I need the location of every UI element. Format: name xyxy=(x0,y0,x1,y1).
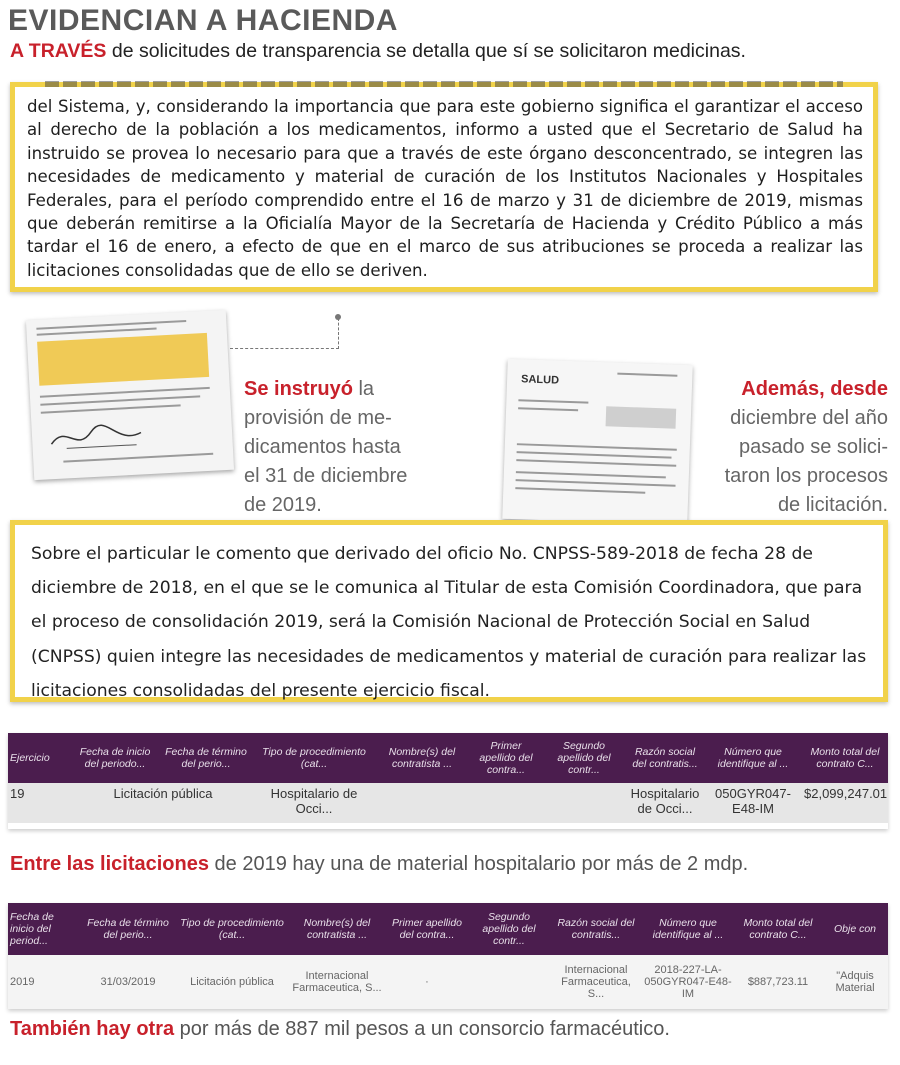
text-line xyxy=(36,320,186,330)
table-1-caption xyxy=(10,853,748,876)
text-line xyxy=(516,471,666,478)
cell-numero: 2018-227-LA-050GYR047-E48-IM xyxy=(644,964,732,1000)
connector-dot xyxy=(335,314,341,320)
text-line xyxy=(517,443,677,451)
text-line xyxy=(516,479,676,487)
column-header: Segundo apellido del contr... xyxy=(557,740,611,776)
cell-nombre: Internacional Farmaceutica, S... xyxy=(292,970,382,994)
cell-monto: $887,723.11 xyxy=(747,976,809,988)
column-header: Monto total del contrato C... xyxy=(810,746,880,770)
cell-empty xyxy=(542,783,626,823)
subheadline-lead: A TRAVÉS xyxy=(10,40,107,62)
cell-tipo: Licitación pública xyxy=(190,976,274,988)
contracts-table-1 xyxy=(8,733,888,829)
subheadline xyxy=(10,40,746,63)
callout-right-text: diciembre del año xyxy=(730,407,888,429)
table-row xyxy=(8,955,888,1009)
column-header: Fecha de inicio del periodo... xyxy=(79,746,151,770)
caption-text: de 2019 hay una de material hospitalario por más de 2 mdp. xyxy=(208,853,749,875)
text-line xyxy=(517,451,672,458)
text-line xyxy=(518,407,578,411)
cell-empty xyxy=(470,783,542,823)
cell-nombre: Hospitalario de Occi... xyxy=(270,786,358,816)
cell-monto: $2,099,247.01 xyxy=(804,786,888,801)
table-2-caption xyxy=(10,1018,670,1041)
column-header: Número que identifique al ... xyxy=(717,746,789,770)
column-header: Nombre(s) del contratista ... xyxy=(303,917,371,941)
document-excerpt-1 xyxy=(10,82,878,292)
text-line xyxy=(63,453,213,463)
column-header: Monto total del contrato C... xyxy=(743,917,813,941)
callout-right-text: pasado se solici- xyxy=(739,436,888,458)
connector-line xyxy=(230,318,339,349)
callout-left-text: provisión de me- xyxy=(244,407,392,429)
highlight-mark xyxy=(37,333,209,386)
text-line xyxy=(41,404,181,413)
callout-right-lead: Además, desde xyxy=(741,378,888,400)
column-header: Fecha de inicio del period... xyxy=(10,911,54,947)
cell-empty xyxy=(468,955,550,1009)
callout-right xyxy=(725,375,888,520)
contracts-table-2 xyxy=(8,903,888,1009)
callout-right-text: de licitación. xyxy=(777,494,888,516)
cell-termino: 31/03/2019 xyxy=(100,976,156,988)
stamp-mark xyxy=(606,406,677,428)
table-header-row xyxy=(8,903,888,955)
callout-right-text: taron los procesos xyxy=(724,465,888,487)
callout-left xyxy=(244,375,407,520)
subheadline-text: de solicitudes de transparencia se detalla que sí se solicitaron medicinas. xyxy=(106,40,746,62)
column-header: Obje con xyxy=(833,923,877,935)
cell-tipo: Licitación pública xyxy=(113,786,213,801)
salud-logo: SALUD xyxy=(520,373,560,387)
callout-left-text: el 31 de diciembre xyxy=(244,465,408,487)
document-excerpt-2-text: Sobre el particular le comento que derivado del oficio No. CNPSS-589-2018 de fecha 28 de diciembre de 2018, en el que se le comunica al Titular de esta Comisión Coordinadora, que para el proceso de consolidación 2019, será la Comisión Nacional de Protección Social en Salud (CNPSS) quien integre las necesidades de medicamentos y material de curación para realizar las licitaciones consolidadas del presente ejercicio fiscal. xyxy=(31,544,867,701)
column-header: Fecha de término del perio... xyxy=(165,746,247,770)
document-excerpt-2 xyxy=(10,520,888,702)
cell-primer: · xyxy=(425,976,429,988)
callout-left-text: de 2019. xyxy=(244,494,322,516)
cell-inicio: 2019 xyxy=(10,976,35,988)
text-line xyxy=(617,373,677,377)
signature-icon xyxy=(45,414,147,455)
column-header: Primer apellido del contra... xyxy=(479,740,533,776)
text-line xyxy=(516,459,676,467)
callout-left-text: dicamentos hasta xyxy=(244,436,401,458)
column-header: Nombre(s) del contratista ... xyxy=(388,746,456,770)
document-excerpt-1-text: del Sistema, y, considerando la importancia que para este gobierno significa el garantizar el acceso al derecho de la población a los medicamentos, informo a usted que el Secretario de Salud ha instruido se provea lo necesario para que a través de este órgano desconcentrado, se integren las necesidades de medicamento y material de curación de los Institutos Nacionales y Hospitales Federales, para el período comprendido entre el 16 de marzo y 31 de diciembre de 2019, mismas que deberán remitirse a la Oficialía Mayor de la Secretaría de Hacienda y Crédito Público a más tardar el 16 de enero, a efecto de que en el marco de sus atribuciones se proceda a realizar las licitaciones consolidadas que de ello se deriven. xyxy=(27,97,863,280)
document-thumbnail-right xyxy=(502,359,692,525)
cell-empty xyxy=(374,783,470,823)
column-header: Razón social del contratis... xyxy=(632,746,698,770)
column-header: Segundo apellido del contr... xyxy=(482,911,536,947)
table-header-row xyxy=(8,733,888,783)
text-line xyxy=(518,399,588,403)
column-header: Tipo de procedimiento (cat... xyxy=(262,746,366,770)
text-line xyxy=(515,487,645,494)
caption-lead: También hay otra xyxy=(10,1018,175,1040)
cell-numero: 050GYR047-E48-IM xyxy=(715,786,791,816)
headline: EVIDENCIAN A HACIENDA xyxy=(8,4,398,37)
caption-lead: Entre las licitaciones xyxy=(10,853,209,875)
column-header: Primer apellido del contra... xyxy=(391,917,463,941)
cell-razon: Internacional Farmaceutica, S... xyxy=(561,964,631,1000)
cell-objeto: "Adquis Material xyxy=(835,970,875,994)
cell-ejercicio: 19 xyxy=(10,786,25,801)
column-header: Ejercicio xyxy=(10,752,50,764)
caption-text: por más de 887 mil pesos a un consorcio farmacéutico. xyxy=(174,1018,670,1040)
table-row xyxy=(8,783,888,823)
column-header: Fecha de término del perio... xyxy=(87,917,169,941)
callout-left-text: la xyxy=(352,378,375,400)
column-header: Tipo de procedimiento (cat... xyxy=(180,917,284,941)
column-header: Razón social del contratis... xyxy=(557,917,635,941)
document-thumbnail-left xyxy=(26,310,234,480)
cut-text-edge xyxy=(45,81,843,87)
callout-left-lead: Se instruyó xyxy=(244,378,353,400)
column-header: Número que identifique al ... xyxy=(652,917,724,941)
cell-razon: Hospitalario de Occi... xyxy=(630,786,700,816)
